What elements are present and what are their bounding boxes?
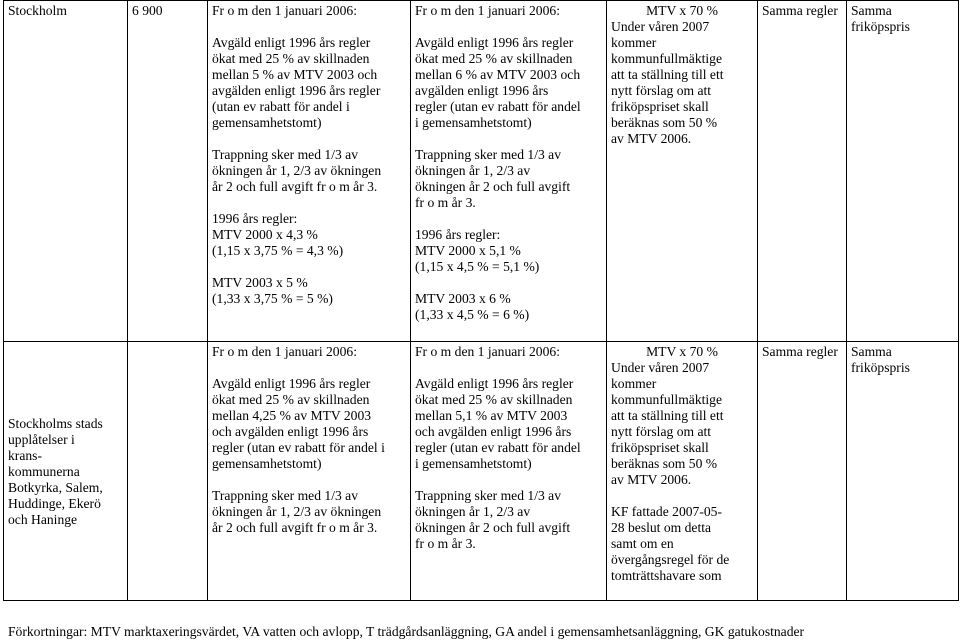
amount-cell xyxy=(128,342,208,601)
paragraph: Trappning sker med 1/3 av ökningen år 1, 2/3 av ökningen år 2 och full avgift fr o m år 3. xyxy=(212,147,382,194)
paragraph: Avgäld enligt 1996 års regler ökat med 25 % av skillnaden mellan 5,1 % av MTV 2003 och avgälden enligt 1996 års regler (utan ev rabatt för andel i gemensamhetstomt) xyxy=(415,376,581,471)
area-cell xyxy=(4,1,128,342)
same-rules-cell xyxy=(758,1,847,342)
paragraph: Fr o m den 1 januari 2006: xyxy=(415,344,560,359)
paragraph: 1996 års regler: MTV 2000 x 5,1 % (1,15 x 4,5 % = 5,1 %) xyxy=(415,227,540,274)
rule-cell-left xyxy=(208,1,411,342)
same-price-text: Samma friköpspris xyxy=(851,3,910,34)
same-rules-text: Samma regler xyxy=(762,344,838,359)
price-cell xyxy=(607,342,758,601)
paragraph: Avgäld enligt 1996 års regler ökat med 25 % av skillnaden mellan 6 % av MTV 2003 och avgälden enligt 1996 års regler (utan ev rabatt för andel i gemensamhetstomt) xyxy=(415,35,581,130)
paragraph: Under våren 2007 kommer kommunfullmäktige att ta ställning till ett nytt förslag om att friköpspriset skall beräknas som 50 % av MTV 2006. xyxy=(611,19,724,146)
area-cell xyxy=(4,342,128,601)
amount-cell xyxy=(128,1,208,342)
abbreviations-footer: Förkortningar: MTV marktaxeringsvärdet, VA vatten och avlopp, T trädgårdsanläggning, GA andel i gemensamhetsanläggning, GK gatukostnader xyxy=(8,624,805,639)
table-row xyxy=(4,342,959,601)
document-table xyxy=(3,0,959,601)
paragraph: MTV 2003 x 5 % (1,33 x 3,75 % = 5 %) xyxy=(212,275,333,306)
paragraph: Fr o m den 1 januari 2006: xyxy=(415,3,560,18)
paragraph: 1996 års regler: MTV 2000 x 4,3 % (1,15 x 3,75 % = 4,3 %) xyxy=(212,211,344,258)
rule-cell-right xyxy=(411,342,607,601)
same-rules-text: Samma regler xyxy=(762,3,838,18)
area-text: Stockholm xyxy=(8,3,67,18)
paragraph: Trappning sker med 1/3 av ökningen år 1, 2/3 av ökningen år 2 och full avgift fr o m år 3. xyxy=(212,488,382,535)
paragraph: MTV x 70 % xyxy=(646,344,718,359)
paragraph: MTV 2003 x 6 % (1,33 x 4,5 % = 6 %) xyxy=(415,291,530,322)
price-cell xyxy=(607,1,758,342)
paragraph: Fr o m den 1 januari 2006: xyxy=(212,3,357,18)
area-text: Stockholms stads upplåtelser i krans- kommunerna Botkyrka, Salem, Huddinge, Ekerö och Haninge xyxy=(8,416,103,527)
rule-cell-right xyxy=(411,1,607,342)
same-rules-cell xyxy=(758,342,847,601)
paragraph: Fr o m den 1 januari 2006: xyxy=(212,344,357,359)
table-row xyxy=(4,1,959,342)
paragraph: MTV x 70 % xyxy=(646,3,718,18)
same-price-cell xyxy=(847,1,959,342)
amount-text: 6 900 xyxy=(132,3,163,18)
paragraph: Under våren 2007 kommer kommunfullmäktige att ta ställning till ett nytt förslag om att friköpspriset skall beräknas som 50 % av MTV 2006. xyxy=(611,360,724,487)
paragraph: Trappning sker med 1/3 av ökningen år 1, 2/3 av ökningen år 2 och full avgift fr o m år 3. xyxy=(415,488,571,551)
paragraph: Avgäld enligt 1996 års regler ökat med 25 % av skillnaden mellan 5 % av MTV 2003 och avgälden enligt 1996 års regler (utan ev rabatt för andel i gemensamhetstomt) xyxy=(212,35,381,130)
same-price-text: Samma friköpspris xyxy=(851,344,910,375)
paragraph: Trappning sker med 1/3 av ökningen år 1, 2/3 av ökningen år 2 och full avgift fr o m år 3. xyxy=(415,147,571,210)
same-price-cell xyxy=(847,342,959,601)
paragraph: KF fattade 2007-05- 28 beslut om detta samt om en övergångsregel för de tomträttshavare som xyxy=(611,504,730,583)
rule-cell-left xyxy=(208,342,411,601)
paragraph: Avgäld enligt 1996 års regler ökat med 25 % av skillnaden mellan 4,25 % av MTV 2003 och avgälden enligt 1996 års regler (utan ev rabatt för andel i gemensamhetstomt) xyxy=(212,376,385,471)
